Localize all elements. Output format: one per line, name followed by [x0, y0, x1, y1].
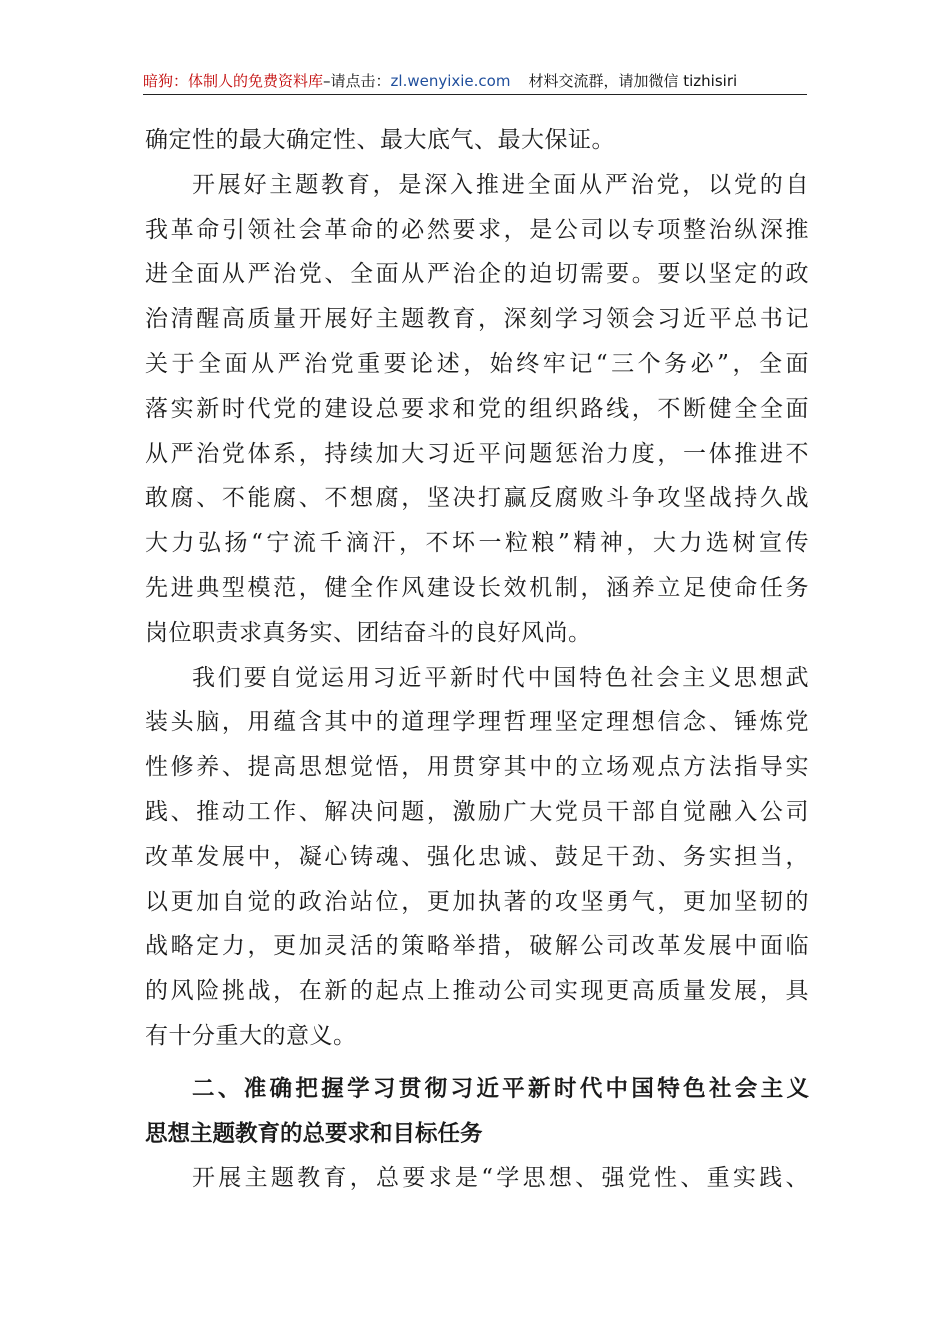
section-heading: 思想主题教育的总要求和目标任务 [145, 1120, 483, 1147]
page-header [143, 68, 807, 95]
paragraph-line: 落实新时代党的建设总要求和党的组织路线，不断健全全面 [145, 395, 809, 422]
paragraph-line: 我们要自觉运用习近平新时代中国特色社会主义思想武 [192, 664, 809, 691]
paragraph-line: 关于全面从严治党重要论述，始终牢记“三个务必”，全面 [145, 350, 809, 377]
paragraph-line: 治清醒高质量开展好主题教育，深刻学习领会习近平总书记 [145, 306, 809, 333]
header-site-name: 暗狗：体制人的免费资料库 [143, 72, 324, 90]
paragraph-line: 有十分重大的意义。 [145, 1022, 357, 1049]
paragraph-line: 敢腐、不能腐、不想腐，坚决打赢反腐败斗争攻坚战持久战 [145, 485, 809, 512]
paragraph-line: 我革命引领社会革命的必然要求，是公司以专项整治纵深推 [145, 216, 809, 243]
paragraph-line: 的风险挑战，在新的起点上推动公司实现更高质量发展，具 [145, 978, 809, 1005]
paragraph-line: 大力弘扬“宁流千滴汗，不坏一粒粮”精神，大力选树宣传 [145, 530, 809, 557]
paragraph-line: 从严治党体系，持续加大习近平问题惩治力度，一体推进不 [145, 440, 809, 467]
paragraph-line: 岗位职责求真务实、团结奋斗的良好风尚。 [145, 619, 592, 646]
paragraph-line: 进全面从严治党、全面从严治企的迫切需要。要以坚定的政 [145, 261, 809, 288]
document-body [145, 118, 809, 1201]
paragraph-line: 战略定力，更加灵活的策略举措，破解公司改革发展中面临 [145, 933, 809, 960]
paragraph-line: 践、推动工作、解决问题，激励广大党员干部自觉融入公司 [145, 798, 809, 825]
paragraph-line: 确定性的最大确定性、最大底气、最大保证。 [145, 127, 615, 153]
section-spacer [145, 1059, 809, 1067]
paragraph-line: 装头脑，用蕴含其中的道理学理哲理坚定理想信念、锤炼党 [145, 709, 809, 736]
paragraph-line: 改革发展中，凝心铸魂、强化忠诚、鼓足干劲、务实担当， [145, 843, 809, 870]
paragraph-line: 以更加自觉的政治站位，更加执著的攻坚勇气，更加坚韧的 [145, 888, 809, 915]
header-url-link[interactable]: zl.wenyixie.com [390, 72, 511, 90]
section-heading: 二、准确把握学习贯彻习近平新时代中国特色社会主义 [192, 1075, 809, 1102]
paragraph-line: 先进典型模范，健全作风建设长效机制，涵养立足使命任务 [145, 574, 809, 601]
header-wechat-note: 材料交流群，请加微信 tizhisiri [528, 72, 738, 90]
paragraph-line: 开展主题教育，总要求是“学思想、强党性、重实践、 [192, 1165, 809, 1192]
header-click-prompt: –请点击： [323, 72, 391, 90]
paragraph-line: 性修养、提高思想觉悟，用贯穿其中的立场观点方法指导实 [145, 754, 809, 781]
paragraph-line: 开展好主题教育，是深入推进全面从严治党，以党的自 [192, 171, 809, 198]
